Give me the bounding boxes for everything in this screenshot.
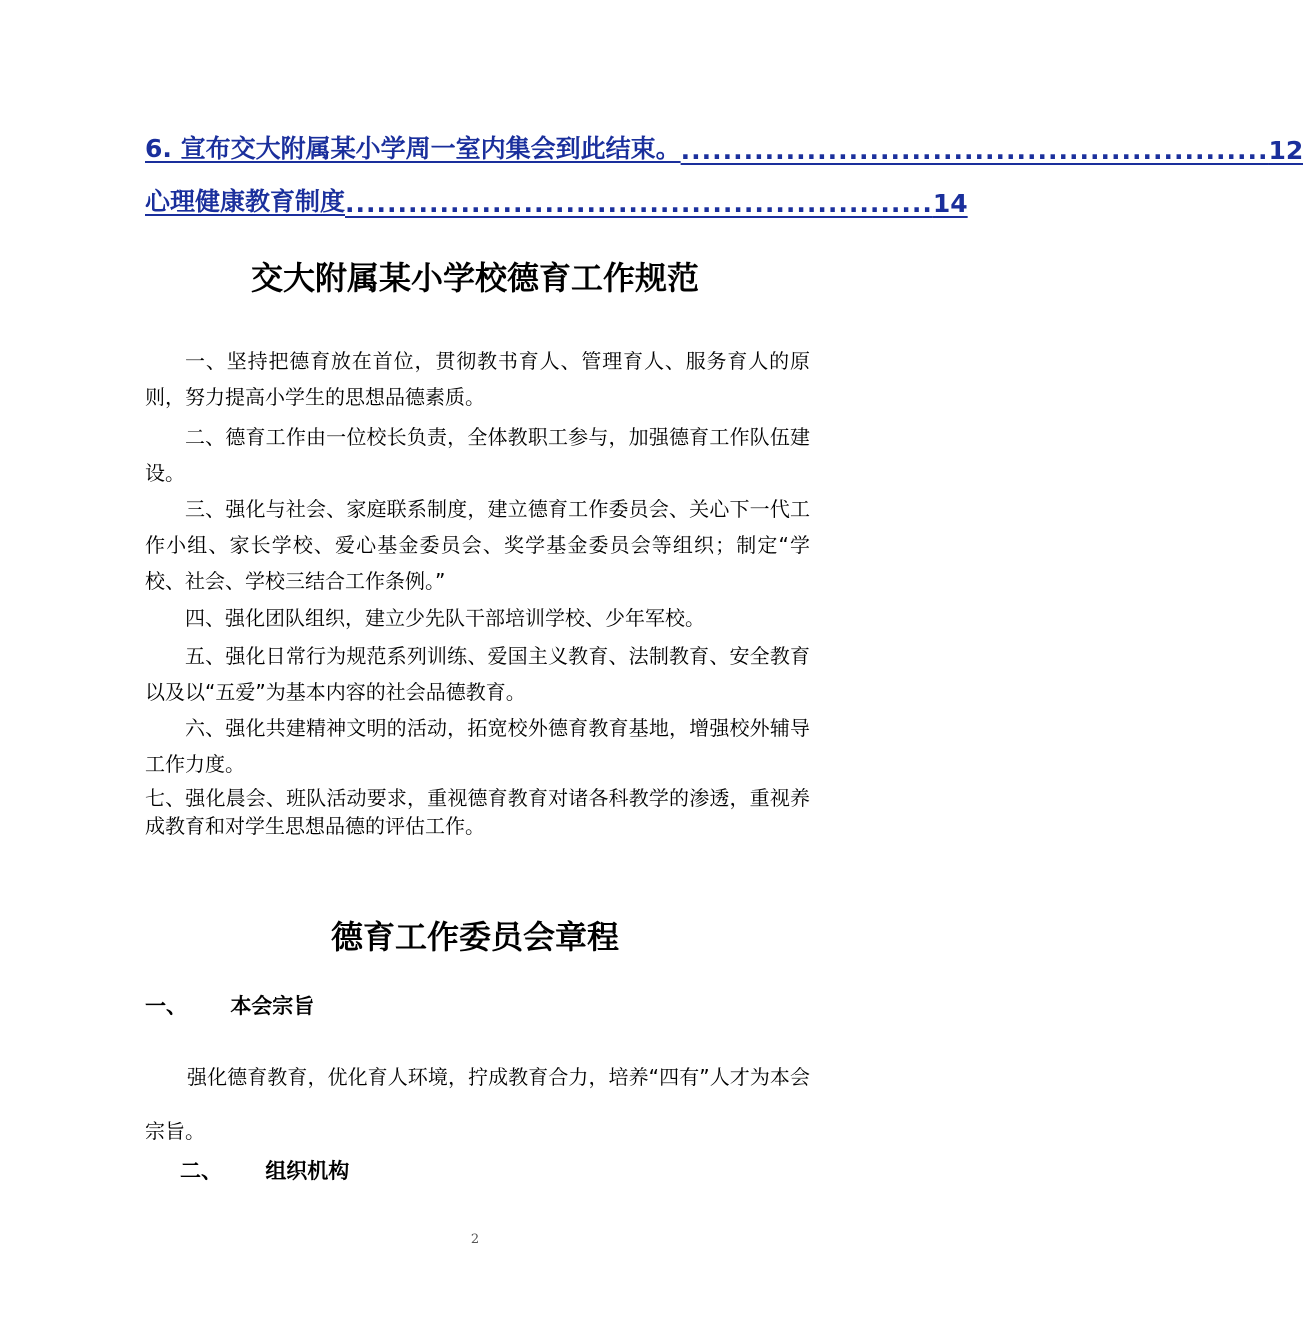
page-number: 2: [470, 1232, 480, 1247]
toc-entry-page: 14: [932, 189, 968, 218]
paragraph: 七、强化晨会、班队活动要求，重视德育教育对诸各科教学的渗透，重视养成教育和对学生思想品德的评估工作。: [145, 786, 810, 838]
section-heading: [145, 990, 314, 1020]
toc-entry[interactable]: [145, 178, 968, 218]
section-heading: [180, 1155, 349, 1185]
toc-entry-page: 12: [1268, 136, 1303, 165]
heading-text: 组织机构: [265, 1159, 350, 1183]
toc-entry-title: 心理健康教育制度: [145, 187, 346, 216]
toc-entry-leader: ........................................................: [680, 136, 1269, 165]
toc-entry-leader: ........................................................: [345, 189, 933, 218]
paragraph: 五、强化日常行为规范系列训练、爱国主义教育、法制教育、安全教育以及以“五爱”为基本内容的社会品德教育。: [145, 644, 810, 704]
heading-number: 一、: [145, 994, 187, 1018]
heading-text: 本会宗旨: [230, 994, 315, 1018]
paragraph: 二、德育工作由一位校长负责，全体教职工参与，加强德育工作队伍建设。: [145, 425, 810, 485]
toc-entry-title: 6. 宣布交大附属某小学周一室内集会到此结束。: [145, 134, 681, 163]
paragraph: 强化德育教育，优化育人环境，拧成教育合力，培养“四有”人才为本会宗旨。: [145, 1065, 810, 1143]
toc-entry[interactable]: [145, 125, 1303, 165]
paragraph: 六、强化共建精神文明的活动，拓宽校外德育教育基地，增强校外辅导工作力度。: [145, 716, 810, 776]
section-title: 德育工作委员会章程: [330, 918, 619, 956]
section-title: 交大附属某小学校德育工作规范: [250, 259, 699, 297]
heading-number: 二、: [180, 1159, 222, 1183]
paragraph: 三、强化与社会、家庭联系制度，建立德育工作委员会、关心下一代工作小组、家长学校、爱心基金委员会、奖学基金委员会等组织；制定“学校、社会、学校三结合工作条例。”: [145, 497, 810, 593]
paragraph: 四、强化团队组织，建立少先队干部培训学校、少年军校。: [185, 606, 705, 630]
paragraph: 一、坚持把德育放在首位，贯彻教书育人、管理育人、服务育人的原则，努力提高小学生的思想品德素质。: [145, 349, 810, 409]
